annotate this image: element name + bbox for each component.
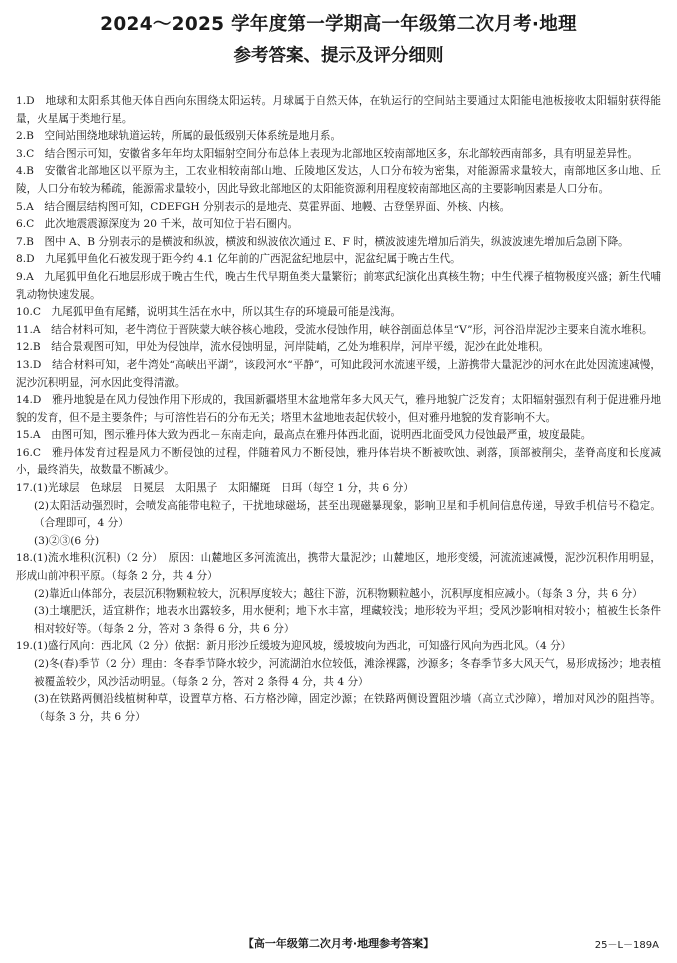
answer-item: 15.A 由图可知，图示雅丹体大致为西北－东南走向，最高点在雅丹体西北面，说明西北面受风力侵蚀最严重，坡度最陡。 <box>16 429 592 442</box>
q19-part1: 19.(1)盛行风向：西北风（2 分）依据：新月形沙丘缓坡为迎风坡，缓坡坡向为西北，可知盛行风向为西北风。（4 分） <box>16 640 572 653</box>
q17-part1: 17.(1)光球层 色球层 日冕层 太阳黑子 太阳耀斑 日珥（每空 1 分，共 6 分） <box>16 482 414 495</box>
page-title: 2024～2025 学年度第一学期高一年级第二次月考·地理 <box>100 14 577 35</box>
answer-item: 14.D 雅丹地貌是在风力侵蚀作用下形成的，我国新疆塔里木盆地常年多大风天气，雅丹地貌广泛发育；太阳辐射强烈有利于促进雅丹地貌的发育，但不是主要条件；与可溶性岩石的分布无关；塔里木盆地地表起伏较小，但对雅丹地貌的发育影响不大。 <box>16 394 661 424</box>
answer-item: 13.D 结合材料可知，老牛湾处“高峡出平湖”，该段河水“平静”，可知此段河水流速平缓，上游携带大量泥沙的河水在此处因流速减慢，泥沙沉积明显，河水因此变得清澈。 <box>16 358 661 389</box>
answer-item: 2.B 空间站围绕地球轨道运转，所属的最低级别天体系统是地月系。 <box>16 130 342 143</box>
answer-item: 16.C 雅丹体发育过程是风力不断侵蚀的过程，伴随着风力不断侵蚀，雅丹体岩块不断被吹蚀、剥落，顶部被削尖，垄脊高度和长度减小，最终消失，故数量不断减少。 <box>16 446 661 477</box>
answer-item: 8.D 九尾狐甲鱼化石被发现于距今约 4.1 亿年前的广西泥盆纪地层中，泥盆纪属于晚古生代。 <box>16 253 461 266</box>
q18-part2: (2)靠近山体部分，表层沉积物颗粒较大，沉积厚度较大；越往下游，沉积物颗粒越小，沉积厚度相应减小。（每条 3 分，共 6 分） <box>34 587 643 600</box>
page-footer <box>0 933 677 953</box>
answer-item: 3.C 结合图示可知，安徽省多年年均太阳辐射空间分布总体上表现为北部地区较南部地区多，东北部较西南部多，具有明显差异性。 <box>16 147 639 160</box>
q18-part3: (3)土壤肥沃，适宜耕作；地表水出露较多，用水便利；地下水丰富，埋藏较浅；地形较为平坦；受风沙影响相对较小；植被生长条件相对较好等。（每条 2 分，答对 3 条得 6 分，共 6 分） <box>34 605 661 635</box>
page-subtitle: 参考答案、提示及评分细则 <box>233 46 444 66</box>
answers-content <box>16 93 661 726</box>
q17-part3: (3)②③(6 分) <box>34 534 100 547</box>
answer-item: 9.A 九尾狐甲鱼化石地层形成于晚古生代，晚古生代早期鱼类大量繁衍；前寒武纪演化出真核生物；中生代裸子植物极度兴盛；新生代哺乳动物快速发展。 <box>16 270 661 301</box>
footer-title: 【高一年级第二次月考·地理参考答案】 <box>242 937 435 950</box>
answer-item: 10.C 九尾狐甲鱼有尾鳍，说明其生活在水中，所以其生存的环境最可能是浅海。 <box>16 306 402 319</box>
footer-code: 25－L－189A <box>594 940 659 951</box>
answer-item: 7.B 图中 A、B 分别表示的是横波和纵波，横波和纵波依次通过 E、F 时，横波波速先增加后消失，纵波波速先增加后急剧下降。 <box>16 235 629 248</box>
answer-item: 4.B 安徽省北部地区以平原为主，工农业相较南部山地、丘陵地区发达，人口分布较为密集，对能源需求量较大，南部地区多山地、丘陵，人口分布较为稀疏，能源需求量较小，因此导致北部地区的太阳能资源利用程度较南部地区高的主要影响因素是人口分布。 <box>16 165 661 195</box>
q17-part2: (2)太阳活动强烈时，会喷发高能带电粒子，干扰地球磁场，甚至出现磁暴现象，影响卫星和手机间信息传递，导致手机信号不稳定。（合理即可，4 分） <box>34 499 661 530</box>
answer-item: 5.A 结合圈层结构图可知，CDEFGH 分别表示的是地壳、莫霍界面、地幔、古登堡界面、外核、内核。 <box>16 200 511 213</box>
answer-item: 11.A 结合材料可知，老牛湾位于晋陕蒙大峡谷核心地段，受流水侵蚀作用，峡谷剖面总体呈“V”形，河谷沿岸泥沙主要来自流水堆积。 <box>16 323 653 336</box>
q19-part2: (2)冬(春)季节（2 分）理由：冬春季节降水较少，河流湖泊水位较低，滩涂裸露，沙源多；冬春季节多大风天气，易形成扬沙；地表植被覆盖较少，风沙活动明显。（每条 2 分，答对 2 条得 4 分，共 4 分） <box>34 658 661 688</box>
answer-item: 1.D 地球和太阳系其他天体自西向东围绕太阳运转。月球属于自然天体，在轨运行的空间站主要通过太阳能电池板接收太阳辐射获得能量，火星属于类地行星。 <box>16 95 661 125</box>
q18-part1: 18.(1)流水堆积(沉积)（2 分） 原因：山麓地区多河流流出，携带大量泥沙；山麓地区，地形变缓，河流流速减慢，泥沙沉积作用明显，形成山前冲积平原。（每条 2 分，共 4 分） <box>16 552 661 583</box>
answer-item: 12.B 结合景观图可知，甲处为侵蚀岸，流水侵蚀明显，河岸陡峭，乙处为堆积岸，河岸平缓，泥沙在此处堆积。 <box>16 341 550 354</box>
answer-item: 6.C 此次地震震源深度为 20 千米，故可知位于岩石圈内。 <box>16 218 299 231</box>
q19-part3: (3)在铁路两侧沿线植树种草，设置草方格、石方格沙障，固定沙源；在铁路两侧设置阻沙墙（高立式沙障），增加对风沙的阻挡等。（每条 3 分，共 6 分） <box>34 693 661 723</box>
